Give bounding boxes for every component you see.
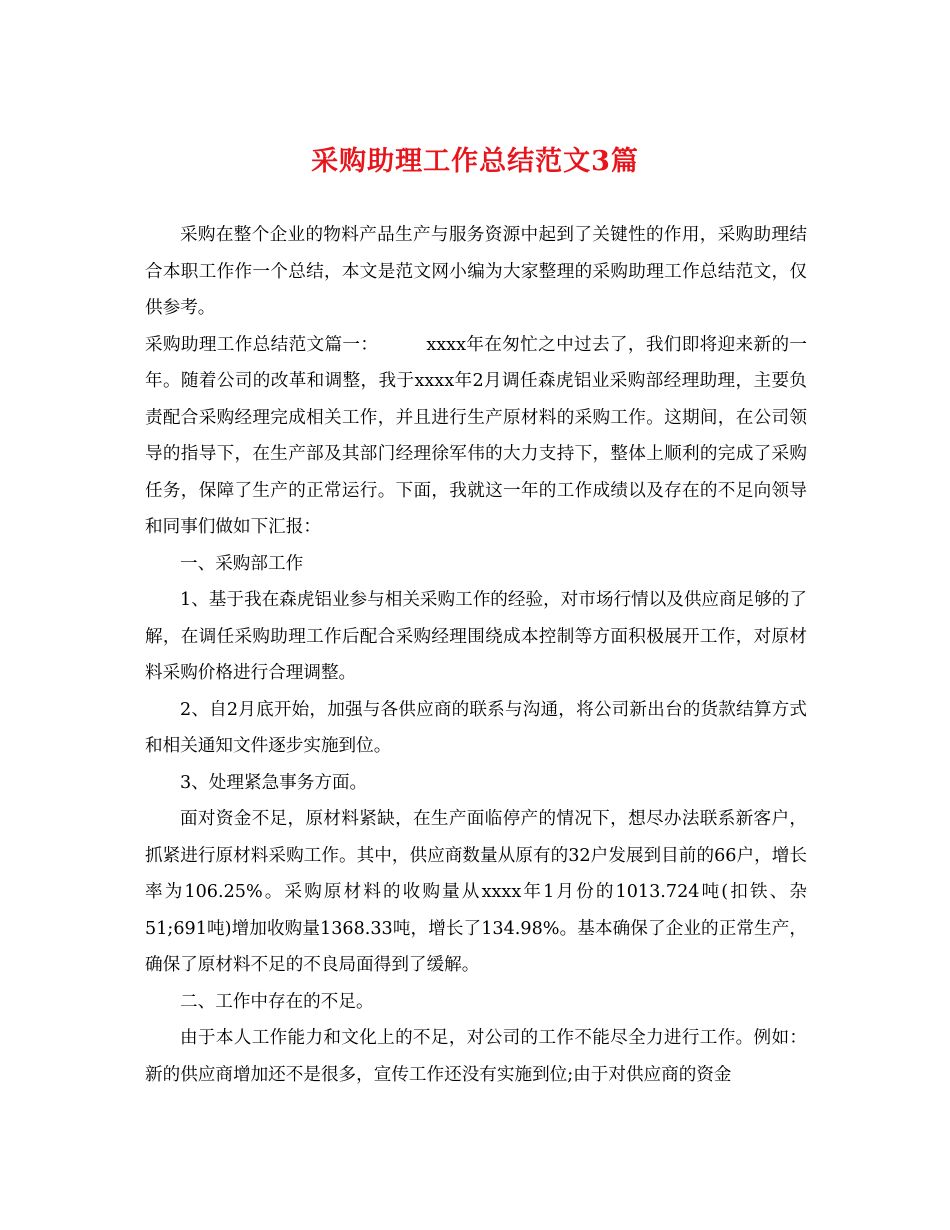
article1-opening: xxxx年在匆忙之中过去了，我们即将迎来新的一年。随着公司的改革和调整，我于xxxx年2月调任森虎铝业采购部经理助理，主要负责配合采购经理完成相关工作，并且进行生产原材料的采购工作。这期间，在公司领导的指导下，在生产部及其部门经理徐军伟的大力支持下，整体上顺利的完成了采购任务，保障了生产的正常运行。下面，我就这一年的工作成绩以及存在的不足向领导和同事们做如下汇报： [145,334,807,537]
document-body [145,217,807,1093]
item2-paragraph: 2、自2月底开始，加强与各供应商的联系与沟通，将公司新出台的货款结算方式和相关通知文件逐步实施到位。 [145,699,807,756]
item3-detail-paragraph: 面对资金不足，原材料紧缺，在生产面临停产的情况下，想尽办法联系新客户，抓紧进行原材料采购工作。其中，供应商数量从原有的32户发展到目前的66户，增长率为106.25%。采购原材料的收购量从xxxx年1月份的1013.724吨(扣铁、杂51;691吨)增加收购量1368.33吨，增长了134.98%。基本确保了企业的正常生产，确保了原材料不足的不良局面得到了缓解。 [145,809,807,975]
article1-paragraph [145,327,807,546]
item1-paragraph: 1、基于我在森虎铝业参与相关采购工作的经验，对市场行情以及供应商足够的了解，在调任采购助理工作后配合采购经理围绕成本控制等方面积极展开工作，对原材料采购价格进行合理调整。 [145,590,807,683]
article1-heading: 采购助理工作总结范文篇一： [145,334,379,355]
intro-paragraph: 采购在整个企业的物料产品生产与服务资源中起到了关键性的作用，采购助理结合本职工作作一个总结，本文是范文网小编为大家整理的采购助理工作总结范文，仅供参考。 [145,225,807,318]
item3-heading: 3、处理紧急事务方面。 [180,772,368,793]
section1-heading: 一、采购部工作 [180,553,304,574]
section2-heading: 二、工作中存在的不足。 [180,991,374,1012]
document-title: 采购助理工作总结范文3篇 [311,146,639,177]
section2-paragraph: 由于本人工作能力和文化上的不足，对公司的工作不能尽全力进行工作。例如：新的供应商增加还不是很多，宣传工作还没有实施到位;由于对供应商的资金 [145,1028,807,1085]
